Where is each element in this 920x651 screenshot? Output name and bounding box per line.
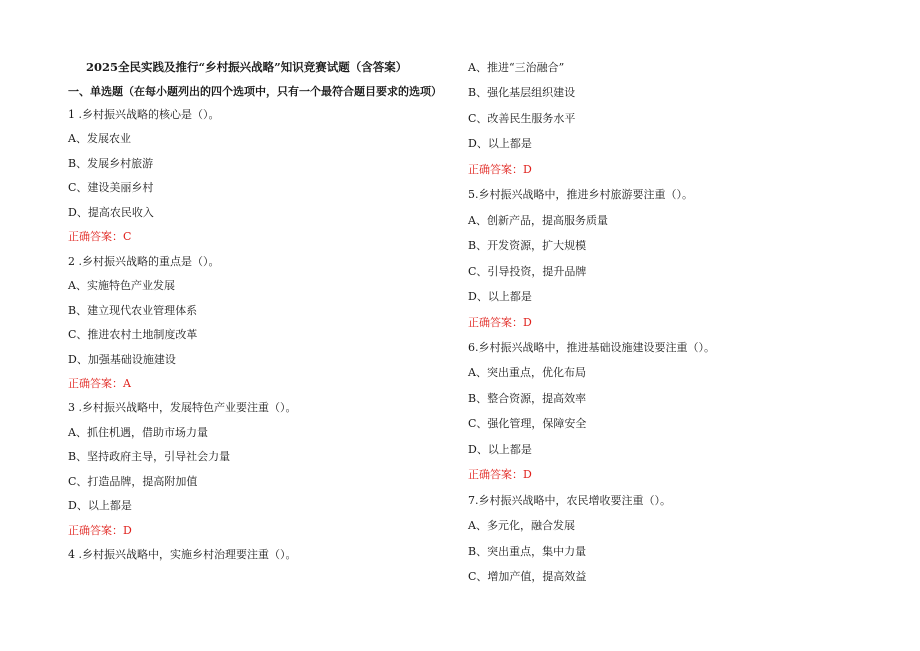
correct-answer-label: 正确答案：D <box>468 315 532 329</box>
answer-option: B、整合资源，提高效率 <box>468 391 587 405</box>
answer-option: D、以上都是 <box>468 442 532 456</box>
answer-option: C、建设美丽乡村 <box>68 181 154 195</box>
answer-option: A、实施特色产业发展 <box>68 279 175 293</box>
answer-option: D、加强基础设施建设 <box>68 352 176 366</box>
correct-answer-label: 正确答案：D <box>468 468 532 482</box>
answer-option: B、开发资源，扩大规模 <box>468 239 587 253</box>
answer-option: B、坚持政府主导，引导社会力量 <box>68 450 231 464</box>
question-text: 7.乡村振兴战略中，农民增收要注重（）。 <box>468 493 671 507</box>
answer-option: A、突出重点，优化布局 <box>468 366 586 380</box>
answer-option: D、以上都是 <box>68 499 132 513</box>
answer-option: D、以上都是 <box>468 290 532 304</box>
answer-option: D、以上都是 <box>468 137 532 151</box>
answer-option: A、多元化，融合发展 <box>468 519 575 533</box>
question-text: 1 .乡村振兴战略的核心是（）。 <box>68 108 220 121</box>
question-text: 3 .乡村振兴战略中，发展特色产业要注重（）。 <box>68 401 297 415</box>
answer-option: B、建立现代农业管理体系 <box>68 303 198 317</box>
section-heading: 一、单选题（在每小题列出的四个选项中，只有一个最符合题目要求的选项） <box>68 85 442 98</box>
correct-answer-label: 正确答案：A <box>68 376 131 390</box>
correct-answer-label: 正确答案：D <box>468 162 532 176</box>
question-text: 2 .乡村振兴战略的重点是（）。 <box>68 254 220 268</box>
answer-option: C、推进农村土地制度改革 <box>68 328 198 342</box>
answer-option: A、抓住机遇，借助市场力量 <box>68 425 208 439</box>
answer-option: B、发展乡村旅游 <box>68 156 154 170</box>
answer-option: C、引导投资，提升品牌 <box>468 264 587 278</box>
correct-answer-label: 正确答案：C <box>68 230 132 244</box>
correct-answer-label: 正确答案：D <box>68 523 132 537</box>
answer-option: C、强化管理，保障安全 <box>468 417 587 431</box>
answer-option: C、增加产值，提高效益 <box>468 570 587 583</box>
answer-option: A、创新产品，提高服务质量 <box>468 213 608 227</box>
answer-option: A、推进“三治融合” <box>468 61 565 74</box>
page-title: 2025全民实践及推行“乡村振兴战略”知识竞赛试题（含答案） <box>86 60 408 74</box>
answer-option: D、提高农民收入 <box>68 205 154 219</box>
answer-option: B、强化基层组织建设 <box>468 86 576 100</box>
answer-option: C、改善民生服务水平 <box>468 111 576 125</box>
question-text: 6.乡村振兴战略中，推进基础设施建设要注重（）。 <box>468 340 715 354</box>
answer-option: A、发展农业 <box>68 132 131 146</box>
question-text: 5.乡村振兴战略中，推进乡村旅游要注重（）。 <box>468 188 693 202</box>
answer-option: C、打造品牌，提高附加值 <box>68 474 198 488</box>
question-text: 4 .乡村振兴战略中，实施乡村治理要注重（）。 <box>68 548 297 562</box>
answer-option: B、突出重点，集中力量 <box>468 544 587 558</box>
